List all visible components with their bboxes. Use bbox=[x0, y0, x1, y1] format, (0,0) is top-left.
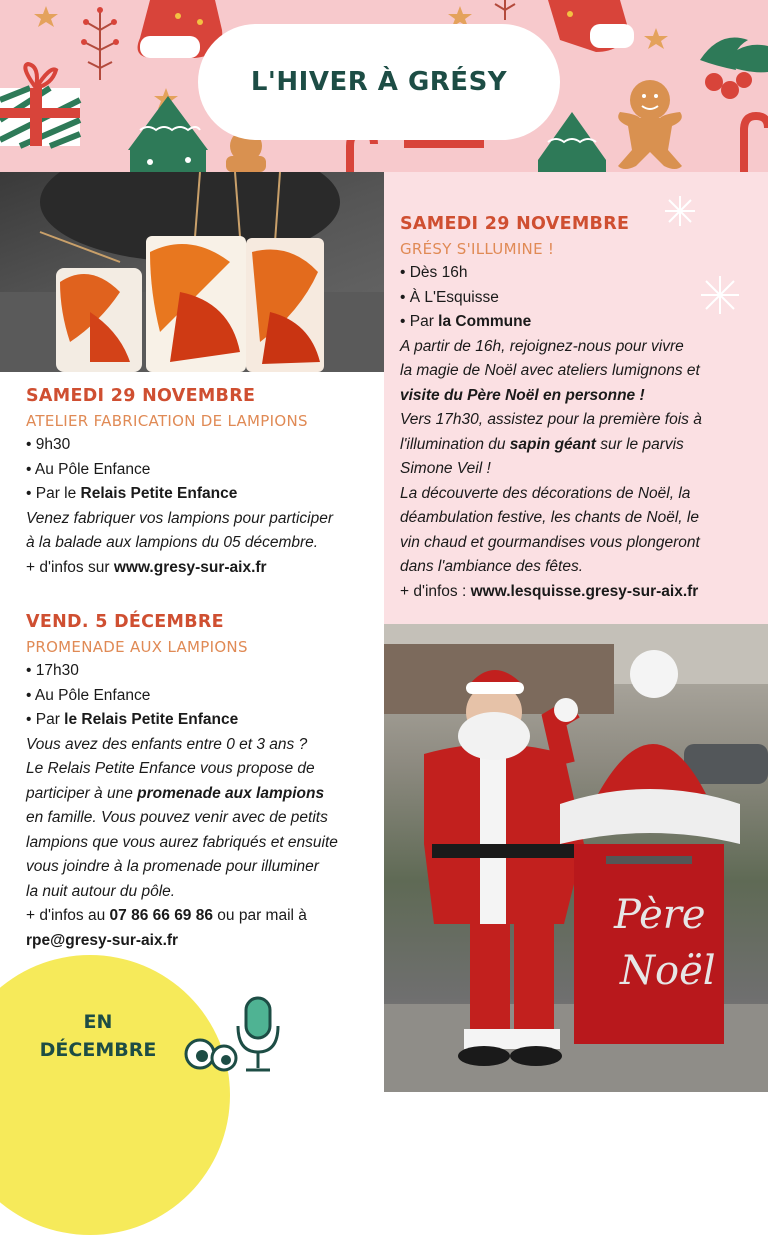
description-highlight: visite du Père Noël en personne ! bbox=[400, 386, 645, 404]
info-text: ou par mail à bbox=[212, 907, 307, 924]
event-description bbox=[400, 335, 750, 580]
event-date: SAMEDI 29 NOVEMBRE bbox=[400, 214, 630, 234]
description-line: La découverte des décorations de Noël, la bbox=[400, 484, 691, 502]
description-line: vin chaud et gourmandises vous plongeront bbox=[400, 533, 700, 551]
description-line: la magie de Noël avec ateliers lumignons et bbox=[400, 362, 700, 379]
organizer-name: Relais Petite Enfance bbox=[80, 485, 238, 502]
phone-number[interactable]: 07 86 66 69 86 bbox=[109, 907, 213, 924]
berry-branch-icon bbox=[84, 10, 116, 80]
organizer-name: le Relais Petite Enfance bbox=[64, 711, 239, 728]
organizer-prefix: • Par le bbox=[26, 485, 81, 502]
organizer-prefix: • Par bbox=[26, 711, 65, 728]
page-title: L'HIVER À GRÉSY bbox=[250, 67, 508, 97]
mailbox-sign-line1: Père bbox=[614, 892, 706, 938]
description-highlight: sapin géant bbox=[509, 435, 596, 453]
gift-box-icon bbox=[0, 64, 80, 146]
organizer-prefix: • Par bbox=[400, 313, 439, 330]
event-title: ATELIER FABRICATION DE LAMPIONS bbox=[26, 411, 308, 430]
info-link[interactable]: www.gresy-sur-aix.fr bbox=[113, 558, 267, 576]
info-prefix: + d'infos sur bbox=[26, 558, 114, 576]
christmas-tree-icon bbox=[538, 112, 606, 172]
event-promenade-text bbox=[26, 610, 376, 953]
description-line bbox=[400, 384, 750, 409]
event-organizer bbox=[26, 482, 376, 507]
event-description bbox=[26, 733, 376, 905]
description-line bbox=[26, 782, 376, 807]
event-title: GRÉSY S'ILLUMINE ! bbox=[400, 239, 555, 258]
event-illumine-text bbox=[400, 212, 750, 604]
title-pill bbox=[198, 24, 560, 140]
event-description bbox=[26, 507, 376, 556]
christmas-tree-icon bbox=[128, 96, 208, 172]
event-organizer bbox=[26, 708, 376, 733]
event-time: • Dès 16h bbox=[400, 264, 468, 281]
info-prefix: + d'infos : bbox=[400, 582, 471, 600]
description-text: participer à une bbox=[26, 784, 138, 802]
event-place: • Au Pôle Enfance bbox=[26, 460, 151, 478]
event-email-line bbox=[26, 929, 376, 954]
microphone-eyes-icon bbox=[180, 992, 290, 1082]
description-line: déambulation festive, les chants de Noël, le bbox=[400, 509, 699, 526]
event-date: VEND. 5 DÉCEMBRE bbox=[26, 612, 224, 632]
description-line: la nuit autour du pôle. bbox=[26, 882, 176, 900]
description-line: à la balade aux lampions du 05 décembre. bbox=[26, 534, 319, 551]
event-time: • 17h30 bbox=[26, 662, 79, 679]
holly-icon bbox=[700, 38, 768, 100]
description-line: Vous avez des enfants entre 0 et 3 ans ? bbox=[26, 735, 308, 753]
berry-branch-icon bbox=[495, 0, 515, 20]
month-line: DÉCEMBRE bbox=[39, 1039, 157, 1061]
description-text: l'illumination du bbox=[400, 435, 510, 453]
event-place: • À L'Esquisse bbox=[400, 288, 499, 306]
description-line bbox=[400, 433, 750, 458]
description-line: Venez fabriquer vos lampions pour participer bbox=[26, 509, 334, 527]
email-link[interactable]: rpe@gresy-sur-aix.fr bbox=[26, 931, 179, 949]
lampions-illustration bbox=[0, 172, 384, 372]
microphone-icon bbox=[238, 998, 278, 1070]
description-line: A partir de 16h, rejoignez-nous pour vivre bbox=[400, 337, 684, 355]
stocking-icon bbox=[548, 0, 634, 52]
description-line: Simone Veil ! bbox=[400, 460, 491, 477]
eyes-icon bbox=[186, 1040, 236, 1070]
event-workshop-text bbox=[26, 384, 376, 580]
month-line: EN bbox=[83, 1011, 113, 1033]
event-date: SAMEDI 29 NOVEMBRE bbox=[26, 386, 256, 406]
event-info bbox=[26, 904, 376, 929]
event-title: PROMENADE AUX LAMPIONS bbox=[26, 637, 248, 656]
gingerbread-man-icon bbox=[618, 80, 682, 169]
description-line: vous joindre à la promenade pour illuminer bbox=[26, 858, 319, 875]
event-organizer bbox=[400, 310, 750, 335]
organizer-name: la Commune bbox=[438, 313, 532, 330]
info-link[interactable]: www.lesquisse.gresy-sur-aix.fr bbox=[470, 582, 699, 600]
event-info bbox=[400, 580, 750, 605]
info-prefix: + d'infos au bbox=[26, 907, 110, 924]
santa-illustration bbox=[384, 624, 768, 1092]
event-time: • 9h30 bbox=[26, 436, 71, 453]
description-line: en famille. Vous pouvez venir avec de petits bbox=[26, 809, 328, 826]
description-text: sur le parvis bbox=[595, 435, 684, 453]
description-line: Le Relais Petite Enfance vous propose de bbox=[26, 760, 315, 777]
month-label bbox=[0, 1008, 196, 1064]
header-banner bbox=[0, 0, 768, 172]
description-highlight: promenade aux lampions bbox=[137, 784, 325, 802]
description-line: Vers 17h30, assistez pour la première fois à bbox=[400, 411, 702, 428]
description-line: dans l'ambiance des fêtes. bbox=[400, 558, 584, 575]
lampions-photo bbox=[0, 172, 384, 372]
event-info bbox=[26, 556, 376, 581]
candy-cane-icon bbox=[744, 116, 768, 172]
description-line: lampions que vous aurez fabriqués et ensuite bbox=[26, 833, 338, 851]
mailbox-sign-line2: Noël bbox=[620, 948, 716, 994]
event-place: • Au Pôle Enfance bbox=[26, 686, 151, 704]
santa-photo bbox=[384, 624, 768, 1092]
